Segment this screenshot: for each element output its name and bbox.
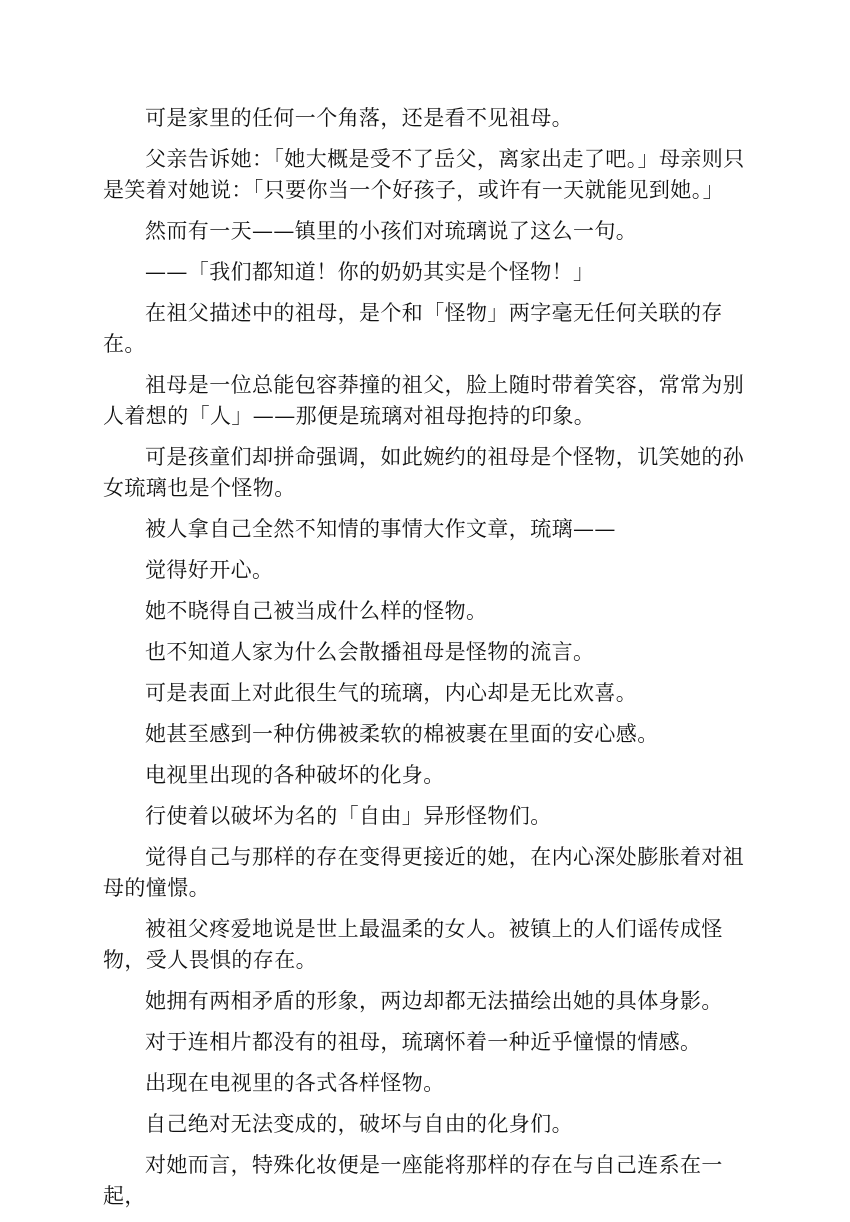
paragraph: 自己绝对无法变成的，破坏与自由的化身们。 [145, 1112, 573, 1136]
paragraph: 被祖父疼爱地说是世上最温柔的女人。被镇上的人们谣传成怪物，受人畏惧的存在。 [103, 917, 723, 972]
paragraph: 对于连相片都没有的祖母，琉璃怀着一种近乎憧憬的情感。 [145, 1030, 702, 1054]
paragraph: 觉得好开心。 [145, 558, 274, 582]
paragraph: 她甚至感到一种仿佛被柔软的棉被裹在里面的安心感。 [145, 722, 659, 746]
paragraph: 电视里出现的各种破坏的化身。 [145, 763, 445, 787]
paragraph: 可是表面上对此很生气的琉璃，内心却是无比欢喜。 [145, 681, 638, 705]
paragraph: 对她而言，特殊化妆便是一座能将那样的存在与自己连系在一起， [103, 1153, 723, 1208]
paragraph: 她拥有两相矛盾的形象，两边却都无法描绘出她的具体身影。 [145, 989, 723, 1013]
paragraph: 也不知道人家为什么会散播祖母是怪物的流言。 [145, 640, 595, 664]
paragraph: 出现在电视里的各式各样怪物。 [145, 1071, 445, 1095]
paragraph: 她不晓得自己被当成什么样的怪物。 [145, 599, 488, 623]
paragraph: 然而有一天——镇里的小孩们对琉璃说了这么一句。 [145, 219, 638, 243]
paragraph: 可是家里的任何一个角落，还是看不见祖母。 [145, 106, 573, 130]
paragraph: 在祖父描述中的祖母，是个和「怪物」两字毫无任何关联的存在。 [103, 301, 723, 356]
paragraph: 祖母是一位总能包容莽撞的祖父，脸上随时带着笑容，常常为别人着想的「人」——那便是琉璃对祖母抱持的印象。 [103, 373, 745, 428]
paragraph: 行使着以破坏为名的「自由」异形怪物们。 [145, 804, 552, 828]
paragraph: 觉得自己与那样的存在变得更接近的她，在内心深处膨胀着对祖母的憧憬。 [103, 845, 745, 900]
paragraph: 被人拿自己全然不知情的事情大作文章，琉璃—— [145, 517, 616, 541]
paragraph: 父亲告诉她：「她大概是受不了岳父，离家出走了吧。」母亲则只是笑着对她说：「只要你当一个好孩子，或许有一天就能见到她。」 [103, 147, 745, 202]
document-body [103, 103, 747, 1222]
paragraph: 可是孩童们却拼命强调，如此婉约的祖母是个怪物，讥笑她的孙女琉璃也是个怪物。 [103, 445, 745, 500]
paragraph: ——「我们都知道！你的奶奶其实是个怪物！」 [145, 260, 595, 284]
